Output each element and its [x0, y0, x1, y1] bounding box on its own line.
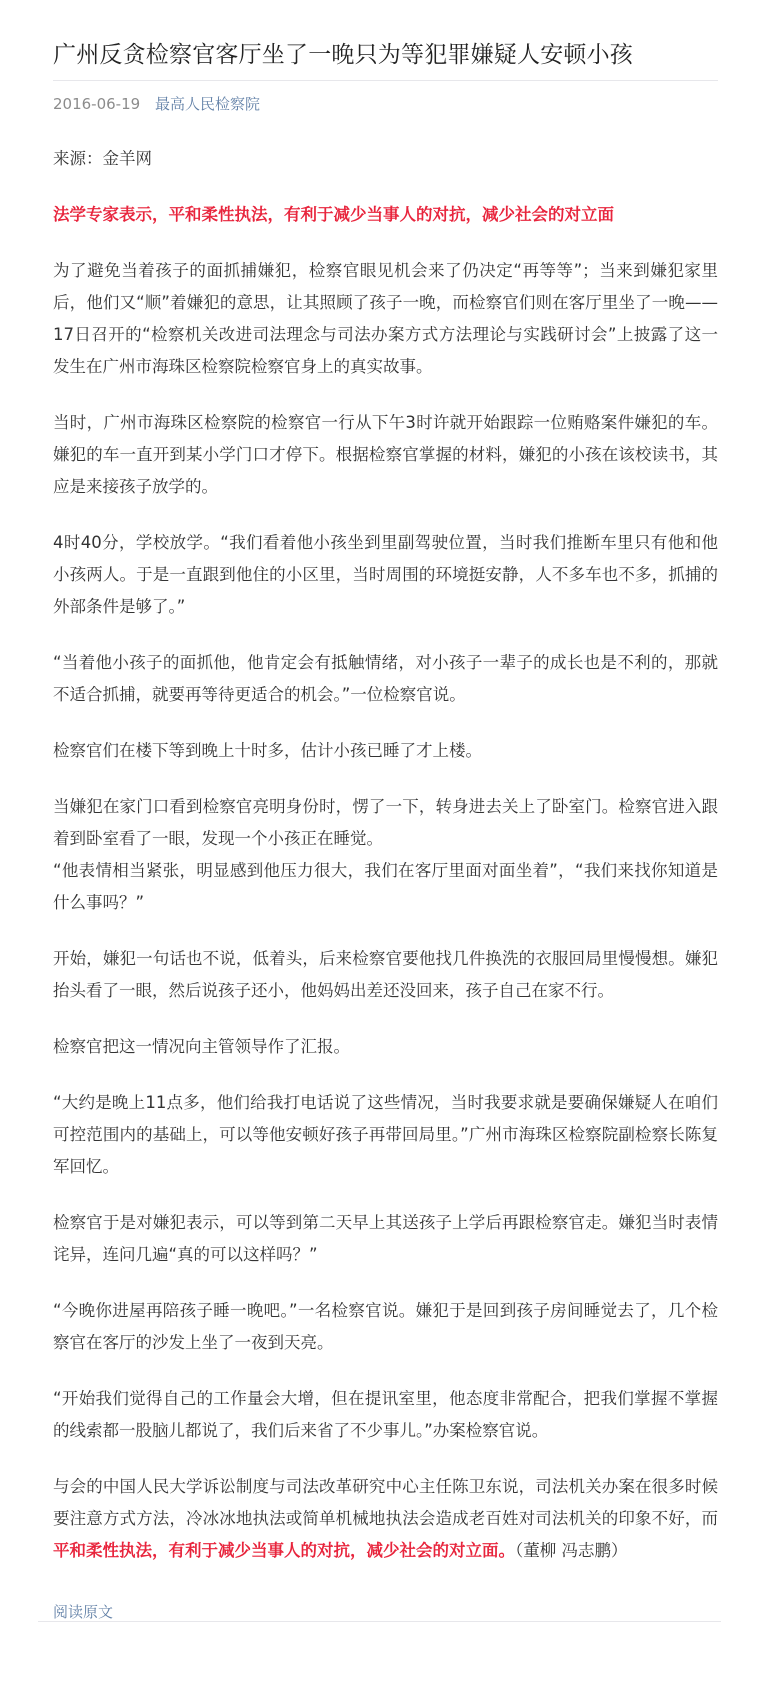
paragraph: 检察官于是对嫌犯表示，可以等到第二天早上其送孩子上学后再跟检察官走。嫌犯当时表情诧异，连问几遍“真的可以这样吗？”	[53, 1213, 718, 1264]
read-original-link[interactable]: 阅读原文	[53, 1603, 114, 1621]
paragraph: 检察官把这一情况向主管领导作了汇报。	[53, 1037, 350, 1056]
source-line: 来源：金羊网	[53, 149, 152, 168]
paragraph: “开始我们觉得自己的工作量会大增，但在提讯室里，他态度非常配合，把我们掌握不掌握的线索都一股脑儿都说了，我们后来省了不少事儿。”办案检察官说。	[53, 1389, 718, 1440]
paragraph: 开始，嫌犯一句话也不说，低着头，后来检察官要他找几件换洗的衣服回局里慢慢想。嫌犯抬头看了一眼，然后说孩子还小，他妈妈出差还没回来，孩子自己在家不行。	[53, 949, 718, 1000]
closing-paragraph	[53, 1471, 718, 1567]
lead-highlight: 法学专家表示，平和柔性执法，有利于减少当事人的对抗，减少社会的对立面	[53, 205, 614, 224]
article-body	[53, 143, 718, 1567]
footer-divider	[38, 1621, 721, 1622]
paragraph: 4时40分，学校放学。“我们看着他小孩坐到里副驾驶位置，当时我们推断车里只有他和他小孩两人。于是一直跟到他住的小区里，当时周围的环境挺安静，人不多车也不多，抓捕的外部条件是够了。”	[53, 533, 718, 616]
paragraph: “大约是晚上11点多，他们给我打电话说了这些情况，当时我要求就是要确保嫌疑人在咱们可控范围内的基础上，可以等他安顿好孩子再带回局里。”广州市海珠区检察院副检察长陈复军回忆。	[53, 1093, 718, 1176]
article-container	[53, 0, 718, 1623]
paragraph: “当着他小孩子的面抓他，他肯定会有抵触情绪，对小孩子一辈子的成长也是不利的，那就不适合抓捕，就要再等待更适合的机会。”一位检察官说。	[53, 653, 718, 704]
article-title: 广州反贪检察官客厅坐了一晚只为等犯罪嫌疑人安顿小孩	[53, 42, 633, 68]
account-name-link[interactable]: 最高人民检察院	[154, 95, 260, 113]
closing-highlight: 平和柔性执法，有利于减少当事人的对抗，减少社会的对立面。	[53, 1541, 515, 1560]
article-meta	[53, 93, 718, 115]
paragraph: 当嫌犯在家门口看到检察官亮明身份时，愣了一下，转身进去关上了卧室门。检察官进入跟着到卧室看了一眼，发现一个小孩正在睡觉。	[53, 797, 718, 848]
paragraph: “今晚你进屋再陪孩子睡一晚吧。”一名检察官说。嫌犯于是回到孩子房间睡觉去了，几个检察官在客厅的沙发上坐了一夜到天亮。	[53, 1301, 718, 1352]
paragraph: 当时，广州市海珠区检察院的检察官一行从下午3时许就开始跟踪一位贿赂案件嫌犯的车。嫌犯的车一直开到某小学门口才停下。根据检察官掌握的材料，嫌犯的小孩在该校读书，其应是来接孩子放学的。	[53, 413, 718, 496]
title-divider	[53, 80, 718, 81]
author-credit: （董柳 冯志鹏）	[515, 1541, 628, 1560]
publish-date: 2016-06-19	[53, 95, 141, 113]
closing-text: 与会的中国人民大学诉讼制度与司法改革研究中心主任陈卫东说，司法机关办案在很多时候要注意方式方法，冷冰冰地执法或简单机械地执法会造成老百姓对司法机关的印象不好，而	[53, 1477, 718, 1528]
paragraph: 为了避免当着孩子的面抓捕嫌犯，检察官眼见机会来了仍决定“再等等”；当来到嫌犯家里后，他们又“顺”着嫌犯的意思，让其照顾了孩子一晚，而检察官们则在客厅里坐了一晚——17日召开的“检察机关改进司法理念与司法办案方式方法理论与实践研讨会”上披露了这一发生在广州市海珠区检察院检察官身上的真实故事。	[53, 261, 718, 376]
paragraph: “他表情相当紧张，明显感到他压力很大，我们在客厅里面对面坐着”，“我们来找你知道是什么事吗？”	[53, 861, 718, 912]
paragraph: 检察官们在楼下等到晚上十时多，估计小孩已睡了才上楼。	[53, 741, 482, 760]
